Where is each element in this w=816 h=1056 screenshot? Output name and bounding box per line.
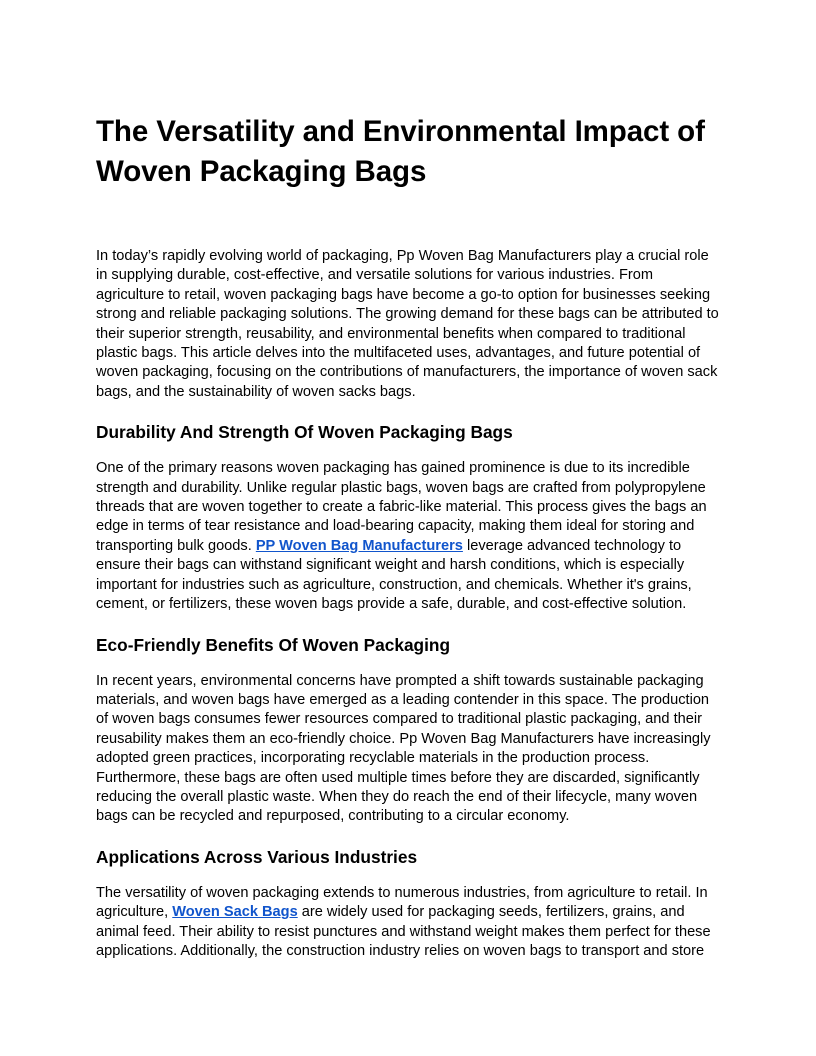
woven-sack-bags-link[interactable]: Woven Sack Bags xyxy=(172,904,298,921)
paragraph-text: are widely used for packaging seeds, fertilizers, grains, and animal feed. Their ability to resist punctures and withstand weight makes them perfect for these applications. Additionally, the construction industry relies on woven bags to transport and store xyxy=(96,904,711,959)
section-paragraph-applications xyxy=(96,884,720,962)
document-title: The Versatility and Environmental Impact of Woven Packaging Bags xyxy=(96,115,705,188)
paragraph-text: leverage advanced technology to ensure their bags can withstand significant weight and harsh conditions, which is especially important for industries such as agriculture, construction, and chemicals. Whether it's grains, cement, or fertilizers, these woven bags provide a safe, durable, and cost-effective solution. xyxy=(96,537,692,613)
document-page xyxy=(96,112,720,961)
pp-woven-bag-manufacturers-link[interactable]: PP Woven Bag Manufacturers xyxy=(255,537,463,554)
section-paragraph-eco-friendly: In recent years, environmental concerns have prompted a shift towards sustainable packaging materials, and woven bags have emerged as a leading contender in this space. The production of woven bags consumes fewer resources compared to traditional plastic packaging, and their reusability makes them an eco-friendly choice. Pp Woven Bag Manufacturers have increasingly adopted green practices, incorporating recyclable materials in the production process. Furthermore, these bags are often used multiple times before they are discarded, significantly reducing the overall plastic waste. When they do reach the end of their lifecycle, many woven bags can be recycled and repurposed, contributing to a circular economy. xyxy=(96,672,711,825)
section-heading-eco-friendly: Eco-Friendly Benefits Of Woven Packaging xyxy=(96,634,451,655)
paragraph-text: One of the primary reasons woven packaging has gained prominence is due to its incredible strength and durability. Unlike regular plastic bags, woven bags are crafted from polypropylene threads that are woven together to create a fabric-like material. This process gives the bags an edge in terms of tear resistance and load-bearing capacity, making them ideal for storing and transporting bulk goods. xyxy=(96,460,707,554)
section-heading-applications: Applications Across Various Industries xyxy=(96,846,418,867)
intro-paragraph: In today’s rapidly evolving world of packaging, Pp Woven Bag Manufacturers play a crucial role in supplying durable, cost-effective, and versatile solutions for various industries. From agriculture to retail, woven packaging bags have become a go-to option for businesses seeking strong and reliable packaging solutions. The growing demand for these bags can be attributed to their superior strength, reusability, and environmental benefits when compared to traditional plastic bags. This article delves into the multifaceted uses, advantages, and future potential of woven packaging, focusing on the contributions of manufacturers, the importance of woven sack bags, and the sustainability of woven sacks bags. xyxy=(96,248,719,400)
paragraph-text: The versatility of woven packaging extends to numerous industries, from agriculture to retail. In agriculture, xyxy=(96,884,708,921)
section-paragraph-durability xyxy=(96,459,720,614)
section-heading-durability: Durability And Strength Of Woven Packaging Bags xyxy=(96,422,513,443)
